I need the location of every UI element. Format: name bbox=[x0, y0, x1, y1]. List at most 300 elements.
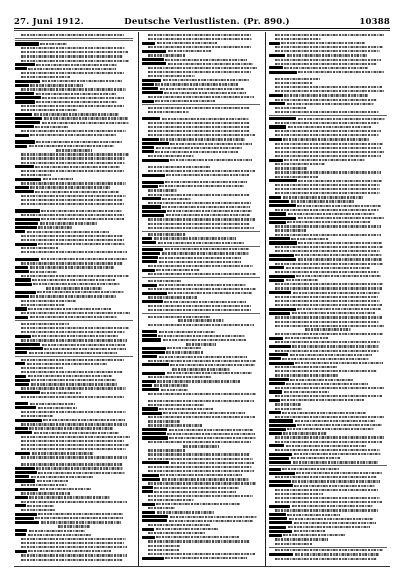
entry-name-mark bbox=[269, 526, 286, 529]
text-line bbox=[15, 121, 133, 125]
entry-name-mark bbox=[269, 382, 285, 385]
entry-text-mark bbox=[168, 50, 212, 52]
text-line bbox=[269, 324, 387, 328]
entry-text-mark bbox=[165, 557, 247, 559]
text-line bbox=[142, 99, 260, 103]
entry-text-mark bbox=[165, 59, 247, 61]
entry-name-mark bbox=[142, 372, 165, 375]
text-line bbox=[142, 150, 260, 154]
text-line bbox=[269, 394, 387, 398]
entry-name-mark bbox=[15, 140, 35, 143]
text-line bbox=[142, 95, 260, 99]
entry-text-mark bbox=[168, 63, 253, 65]
entry-text-mark bbox=[21, 415, 53, 417]
entry-name-mark bbox=[15, 100, 35, 103]
text-line bbox=[142, 388, 260, 392]
entry-text-mark bbox=[160, 138, 244, 140]
text-line bbox=[269, 85, 387, 89]
entry-text-mark bbox=[163, 412, 244, 414]
entry-text-mark bbox=[166, 351, 203, 353]
entry-name-mark bbox=[15, 291, 36, 294]
text-line bbox=[15, 358, 133, 362]
entry-text-mark bbox=[156, 536, 239, 538]
text-line bbox=[15, 108, 133, 112]
text-line bbox=[269, 390, 387, 394]
entry-text-mark bbox=[275, 151, 384, 153]
text-line bbox=[15, 322, 133, 326]
text-line bbox=[269, 336, 387, 340]
entry-text-mark bbox=[293, 461, 378, 463]
text-line bbox=[142, 363, 260, 367]
entry-text-mark bbox=[21, 109, 78, 111]
entry-name-mark bbox=[269, 390, 282, 393]
text-line bbox=[142, 502, 260, 506]
entry-name-mark bbox=[15, 42, 39, 45]
entry-text-mark bbox=[148, 189, 177, 191]
entry-text-mark bbox=[21, 440, 125, 442]
text-line bbox=[142, 384, 260, 388]
entry-name-mark bbox=[15, 63, 35, 66]
text-line bbox=[15, 456, 133, 460]
entry-text-mark bbox=[295, 254, 382, 256]
entry-text-mark bbox=[275, 63, 377, 65]
text-line bbox=[142, 323, 260, 327]
text-line bbox=[15, 173, 133, 177]
entry-name-mark bbox=[142, 205, 161, 208]
entry-text-mark bbox=[148, 111, 189, 113]
entry-text-mark bbox=[41, 218, 124, 220]
text-line bbox=[269, 102, 387, 106]
entry-text-mark bbox=[21, 423, 127, 425]
entry-text-mark bbox=[148, 499, 194, 501]
text-line bbox=[269, 158, 387, 162]
text-column-3 bbox=[269, 33, 387, 565]
entry-text-mark bbox=[148, 424, 203, 426]
entry-name-mark bbox=[15, 347, 43, 350]
entry-text-mark bbox=[21, 170, 125, 172]
entry-text-mark bbox=[21, 203, 125, 205]
entry-text-mark bbox=[44, 117, 129, 119]
text-line bbox=[269, 196, 387, 200]
entry-text-mark bbox=[290, 379, 354, 381]
text-line bbox=[15, 439, 133, 443]
text-line bbox=[269, 423, 387, 427]
text-line bbox=[142, 296, 260, 300]
entry-text-mark bbox=[292, 505, 373, 507]
text-line bbox=[142, 197, 260, 201]
text-line bbox=[15, 84, 133, 88]
text-line bbox=[142, 62, 260, 66]
section-heading-line bbox=[142, 367, 260, 371]
text-line bbox=[269, 254, 387, 258]
entry-text-mark bbox=[275, 271, 379, 273]
entry-name-mark bbox=[15, 283, 32, 286]
entry-text-mark bbox=[36, 141, 122, 143]
entry-text-mark bbox=[164, 92, 246, 94]
entry-text-mark bbox=[170, 516, 257, 518]
entry-text-mark bbox=[21, 312, 131, 314]
entry-text-mark bbox=[29, 530, 86, 532]
entry-text-mark bbox=[154, 384, 190, 386]
text-line bbox=[142, 185, 260, 189]
text-line bbox=[142, 490, 260, 494]
text-line bbox=[269, 287, 387, 291]
text-line bbox=[269, 229, 387, 233]
text-line bbox=[142, 428, 260, 432]
entry-text-mark bbox=[148, 441, 251, 443]
text-line bbox=[269, 41, 387, 45]
entry-text-mark bbox=[297, 205, 380, 207]
entry-text-mark bbox=[287, 54, 368, 56]
text-line bbox=[142, 260, 260, 264]
entry-text-mark bbox=[162, 206, 249, 208]
entry-text-mark bbox=[298, 242, 382, 244]
entry-name-mark bbox=[15, 402, 28, 405]
entry-name-mark bbox=[15, 427, 28, 430]
entry-name-mark bbox=[269, 461, 291, 464]
entry-text-mark bbox=[155, 83, 238, 85]
entry-name-mark bbox=[15, 533, 26, 536]
text-line bbox=[269, 163, 387, 167]
entry-text-mark bbox=[31, 383, 117, 385]
entry-text-mark bbox=[34, 432, 119, 434]
entry-text-mark bbox=[275, 263, 384, 265]
text-line bbox=[142, 330, 260, 334]
entry-text-mark bbox=[154, 487, 238, 489]
text-line bbox=[142, 283, 260, 287]
entry-text-mark bbox=[21, 174, 51, 176]
text-line bbox=[142, 436, 260, 440]
text-line bbox=[269, 461, 387, 465]
text-line bbox=[15, 483, 133, 487]
entry-text-mark bbox=[294, 522, 376, 524]
entry-name-mark bbox=[15, 125, 34, 128]
entry-name-mark bbox=[142, 58, 164, 61]
text-line bbox=[269, 258, 387, 262]
entry-name-mark bbox=[15, 178, 41, 181]
entry-text-mark bbox=[167, 347, 202, 349]
text-line bbox=[15, 475, 133, 479]
text-line bbox=[269, 357, 387, 361]
text-line bbox=[269, 110, 387, 114]
text-line bbox=[142, 536, 260, 540]
text-line bbox=[15, 213, 133, 217]
text-line bbox=[269, 353, 387, 357]
text-line bbox=[15, 295, 133, 299]
text-line bbox=[15, 315, 133, 319]
entry-name-mark bbox=[142, 428, 167, 431]
entry-name-mark bbox=[15, 496, 28, 499]
entry-text-mark bbox=[161, 389, 188, 391]
entry-text-mark bbox=[275, 38, 322, 40]
entry-name-mark bbox=[142, 474, 159, 477]
text-line bbox=[142, 142, 260, 146]
text-line bbox=[15, 257, 133, 261]
entry-name-mark bbox=[142, 292, 167, 295]
entry-name-mark bbox=[142, 83, 154, 86]
entry-text-mark bbox=[28, 375, 112, 377]
entry-text-mark bbox=[275, 46, 383, 48]
entry-name-mark bbox=[142, 210, 166, 213]
text-line bbox=[142, 129, 260, 133]
text-line bbox=[269, 480, 387, 484]
entry-text-mark bbox=[21, 411, 127, 413]
entry-text-mark bbox=[275, 374, 340, 376]
separator-line bbox=[269, 115, 387, 116]
text-line bbox=[15, 391, 133, 395]
text-line bbox=[15, 496, 133, 500]
text-line bbox=[269, 134, 387, 138]
entry-text-mark bbox=[21, 371, 124, 373]
text-line bbox=[269, 175, 387, 179]
entry-text-mark bbox=[275, 163, 326, 165]
entry-text-mark bbox=[30, 84, 83, 86]
text-line bbox=[142, 416, 260, 420]
text-line bbox=[269, 509, 387, 513]
entry-text-mark bbox=[148, 458, 254, 460]
text-line bbox=[15, 33, 133, 37]
entry-text-mark bbox=[21, 72, 124, 74]
entry-name-mark bbox=[269, 353, 288, 356]
entry-text-mark bbox=[29, 496, 110, 498]
entry-text-mark bbox=[148, 360, 256, 362]
text-line bbox=[142, 58, 260, 62]
entry-name-mark bbox=[269, 530, 292, 533]
entry-name-mark bbox=[142, 355, 157, 358]
entry-name-mark bbox=[15, 479, 35, 482]
text-line bbox=[269, 129, 387, 133]
text-line bbox=[15, 238, 133, 242]
text-line bbox=[269, 488, 387, 492]
entry-name-mark bbox=[269, 258, 296, 261]
text-line bbox=[142, 478, 260, 482]
entry-text-mark bbox=[275, 408, 303, 410]
text-line bbox=[269, 283, 387, 287]
entry-name-mark bbox=[142, 117, 160, 120]
entry-name-mark bbox=[269, 179, 297, 182]
entry-text-mark bbox=[154, 237, 236, 239]
text-line bbox=[269, 496, 387, 500]
entry-text-mark bbox=[148, 420, 181, 422]
text-line bbox=[142, 334, 260, 338]
entry-name-mark bbox=[15, 278, 31, 281]
text-line bbox=[15, 230, 133, 234]
entry-name-mark bbox=[269, 125, 286, 128]
entry-text-mark bbox=[159, 408, 213, 410]
entry-text-mark bbox=[284, 67, 368, 69]
entry-text-mark bbox=[168, 292, 251, 294]
text-line bbox=[15, 42, 133, 46]
text-line bbox=[269, 187, 387, 191]
entry-text-mark bbox=[148, 309, 252, 311]
entry-name-mark bbox=[15, 362, 25, 365]
entry-text-mark bbox=[21, 304, 66, 306]
entry-text-mark bbox=[21, 509, 55, 511]
text-line bbox=[15, 487, 133, 491]
text-line bbox=[15, 379, 133, 383]
text-line bbox=[15, 282, 133, 286]
text-line bbox=[269, 66, 387, 70]
entry-name-mark bbox=[269, 266, 284, 269]
text-line bbox=[15, 402, 133, 406]
entry-text-mark bbox=[154, 491, 235, 493]
text-line bbox=[15, 270, 133, 274]
entry-text-mark bbox=[295, 420, 375, 422]
text-line bbox=[269, 37, 387, 41]
text-line bbox=[142, 403, 260, 407]
text-line bbox=[142, 523, 260, 527]
text-line bbox=[142, 473, 260, 477]
entry-name-mark bbox=[15, 431, 32, 434]
text-line bbox=[15, 500, 133, 504]
entry-text-mark bbox=[21, 387, 127, 389]
entry-text-mark bbox=[163, 79, 249, 81]
text-column-1 bbox=[15, 33, 133, 565]
text-line bbox=[269, 542, 387, 546]
text-line bbox=[142, 174, 260, 178]
text-line bbox=[269, 500, 387, 504]
entry-text-mark bbox=[156, 528, 218, 530]
entry-name-mark bbox=[269, 484, 293, 487]
text-line bbox=[269, 374, 387, 378]
text-line bbox=[15, 278, 133, 282]
entry-name-mark bbox=[142, 300, 163, 303]
entry-text-mark bbox=[148, 324, 254, 326]
text-line bbox=[269, 212, 387, 216]
page-bottom-rule bbox=[14, 566, 390, 567]
entry-name-mark bbox=[269, 480, 291, 483]
entry-name-mark bbox=[142, 363, 169, 366]
text-line bbox=[269, 513, 387, 517]
entry-text-mark bbox=[281, 42, 365, 44]
entry-text-mark bbox=[298, 217, 384, 219]
entry-name-mark bbox=[142, 256, 158, 259]
entry-text-mark bbox=[287, 514, 340, 516]
text-line bbox=[269, 534, 387, 538]
entry-name-mark bbox=[15, 452, 30, 455]
entry-text-mark bbox=[293, 292, 380, 294]
entry-text-mark bbox=[275, 316, 382, 318]
header-rule bbox=[14, 28, 390, 29]
text-line bbox=[269, 179, 387, 183]
entry-text-mark bbox=[167, 372, 253, 374]
entry-text-mark bbox=[21, 501, 128, 503]
entry-name-mark bbox=[142, 142, 169, 145]
entry-text-mark bbox=[21, 300, 77, 302]
entry-text-mark bbox=[292, 345, 379, 347]
entry-text-mark bbox=[41, 392, 81, 394]
entry-name-mark bbox=[142, 185, 158, 188]
text-line bbox=[269, 316, 387, 320]
entry-text-mark bbox=[148, 545, 181, 547]
entry-name-mark bbox=[15, 258, 39, 261]
entry-text-mark bbox=[28, 534, 92, 536]
text-line bbox=[15, 63, 133, 67]
text-line bbox=[142, 465, 260, 469]
entry-name-mark bbox=[15, 513, 37, 516]
heading-text-mark bbox=[46, 287, 103, 290]
text-line bbox=[269, 154, 387, 158]
entry-name-mark bbox=[15, 186, 29, 189]
entry-text-mark bbox=[21, 199, 123, 201]
text-line bbox=[269, 98, 387, 102]
entry-text-mark bbox=[29, 427, 113, 429]
page-header bbox=[14, 16, 390, 28]
text-line bbox=[142, 83, 260, 87]
entry-name-mark bbox=[15, 218, 40, 221]
entry-name-mark bbox=[15, 419, 42, 422]
entry-text-mark bbox=[275, 493, 323, 495]
entry-text-mark bbox=[162, 198, 191, 200]
text-line bbox=[15, 104, 133, 108]
text-line bbox=[142, 110, 260, 114]
text-line bbox=[15, 374, 133, 378]
text-line bbox=[269, 484, 387, 488]
entry-text-mark bbox=[21, 247, 59, 249]
entry-text-mark bbox=[275, 192, 381, 194]
entry-text-mark bbox=[292, 480, 380, 482]
entry-name-mark bbox=[269, 444, 284, 447]
entry-text-mark bbox=[295, 362, 382, 364]
text-line bbox=[269, 471, 387, 475]
entry-text-mark bbox=[282, 412, 366, 414]
text-line bbox=[142, 165, 260, 169]
entry-name-mark bbox=[269, 457, 289, 460]
text-line bbox=[15, 521, 133, 525]
entry-name-mark bbox=[142, 91, 163, 94]
text-line bbox=[269, 241, 387, 245]
text-line bbox=[15, 347, 133, 351]
text-line bbox=[15, 222, 133, 226]
entry-text-mark bbox=[30, 266, 114, 268]
separator-line bbox=[142, 277, 260, 278]
entry-text-mark bbox=[34, 113, 120, 115]
entry-name-mark bbox=[142, 79, 161, 82]
separator-line bbox=[269, 465, 387, 466]
section-heading-line bbox=[269, 328, 387, 332]
entry-text-mark bbox=[148, 38, 252, 40]
text-line bbox=[15, 554, 133, 558]
entry-text-mark bbox=[283, 534, 345, 536]
entry-name-mark bbox=[142, 269, 155, 272]
entry-text-mark bbox=[156, 503, 240, 505]
text-line bbox=[269, 278, 387, 282]
entry-text-mark bbox=[286, 279, 318, 281]
text-line bbox=[269, 557, 387, 561]
entry-text-mark bbox=[275, 558, 377, 560]
text-line bbox=[269, 58, 387, 62]
entry-name-mark bbox=[269, 399, 280, 402]
text-line bbox=[269, 62, 387, 66]
entry-text-mark bbox=[288, 213, 376, 215]
entry-text-mark bbox=[21, 51, 129, 53]
entry-text-mark bbox=[28, 308, 111, 310]
entry-name-mark bbox=[142, 237, 152, 240]
entry-name-mark bbox=[15, 295, 29, 298]
entry-text-mark bbox=[275, 111, 380, 113]
entry-name-mark bbox=[15, 521, 39, 524]
entry-text-mark bbox=[275, 321, 380, 323]
text-line bbox=[142, 117, 260, 121]
entry-text-mark bbox=[21, 130, 126, 132]
entry-name-mark bbox=[142, 351, 165, 354]
entry-text-mark bbox=[163, 339, 246, 341]
entry-text-mark bbox=[148, 71, 252, 73]
entry-name-mark bbox=[15, 270, 29, 273]
text-line bbox=[142, 380, 260, 384]
entry-text-mark bbox=[275, 370, 378, 372]
text-line bbox=[15, 96, 133, 100]
